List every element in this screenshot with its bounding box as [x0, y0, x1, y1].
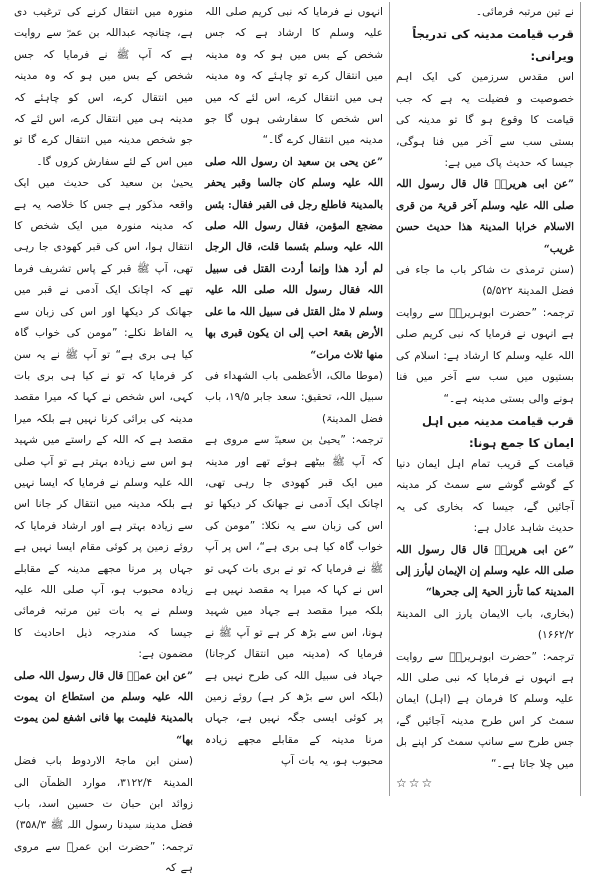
column-right: [8, 2, 199, 875]
paragraph: قیامت کے قریب تمام اہل ایمان دنیا کے گوشے گوشے سے سمٹ کر مدینہ آجائیں گے، جیسا کہ بخاری کی یہ حدیث شاہد عادل ہے:: [396, 457, 574, 535]
paragraph: نے تین مرتبہ فرمائی۔: [475, 6, 574, 18]
column-left: [390, 2, 581, 796]
section-heading: قرب قیامت مدینہ میں اہل ایمان کا جمع ہونا:: [422, 413, 574, 450]
column-middle: [199, 2, 390, 796]
translation: ترجمہ: ”حضرت ابوہریرہؓ سے روایت ہے انہوں نے فرمایا کہ نبی صلی اللہ علیہ وسلم کا فرمان ہے (اہل) ایمان سمٹ کر اس طرح مدینہ آجائیں گے، جس طرح سے سانپ سمٹ کر اپنے بل میں چلا جاتا ہے۔“: [396, 650, 574, 770]
reference: (سنن ترمذی ت شاکر باب ما جاء فی فضل المدینۃ ۵/۵۲۲): [396, 264, 574, 298]
translation: ترجمہ: ”یحییٰ بن سعیدؓ سے مروی ہے کہ آپ ﷺ بیٹھے ہوئے تھے اور مدینہ میں ایک قبر کھودی جا رہی تھی، اچانک ایک آدمی نے جھانک کر دیکھا تو اس کی زبان سے یہ نکلا: ”مومن کی خواب گاہ کیا ہی بری ہے“، اس پر آپ ﷺ نے فرمایا کہ تو نے بری بات کہی تو اس نے کہا کہ میرا یہ مقصد نہیں ہے بلکہ میرا مقصد ہے جہاد میں شہید ہونا، اس سے بڑھ کر ہے تو آپ ﷺ نے فرمایا کہ (مدینہ میں انتقال کرجانا) جہاد فی سبیل اللہ کی طرح نہیں ہے (بلکہ اس سے بڑھ کر ہے) روئے زمین پر کوئی ایسی جگہ نہیں ہے، جہاں مرنا مدینہ کے مقابلے مجھے زیادہ محبوب ہو، یہ بات آپ: [205, 434, 383, 768]
hadith-arabic: ”عن ابی ھریرۃؓ قال قال رسول اللہ صلی اللہ علیہ وسلم آخر قریۃ من قری الاسلام خرابا المدینۃ ھذا حدیث حسن غریب“: [396, 178, 574, 255]
reference: (بخاری، باب الایمان یارز الی المدینۃ ۱۶۶۲/۲): [396, 607, 574, 642]
paragraph: منورہ میں انتقال کرنے کی ترغیب دی ہے، چنانچہ عبداللہ بن عمرؓ سے روایت ہے کہ آپ ﷺ نے فرمایا کہ جس شخص کے بس میں ہو کہ وہ مدینہ میں انتقال کرے، اس کو چاہئے کہ مدینہ ہی میں انتقال کرے، اس لئے کہ جو شخص مدینہ میں انتقال کرے گا تو میں اس کے لئے سفارش کروں گا۔: [14, 6, 193, 168]
translation: ترجمہ: ”حضرت ابوہریرہؓ سے روایت ہے انہوں نے فرمایا کہ نبی کریم صلی اللہ علیہ وسلم کا ارشاد ہے: اسلام کی بستیوں میں سب سے آخر میں فنا ہونے والی بستی مدینہ ہے۔“: [396, 306, 574, 405]
hadith-arabic: ”عن ابن عمرؓ قال قال رسول اللہ صلی اللہ علیہ وسلم من استطاع ان یموت بالمدینۃ فلیمت بھا فانی اشفع لمن یموت بھا“: [14, 669, 193, 746]
reference: (سنن ابن ماجۃ الاردوط باب فضل المدینۃ ۳۱۲۲/۴، موارد الظمآن الی زوائد ابن حبان ت حسین اسد، باب فضل مدینۃ سیدنا رسول اللہ ﷺ ۳۵۸/۳): [14, 755, 193, 832]
page: [8, 2, 582, 875]
paragraph: یحییٰ بن سعید کی حدیث میں ایک واقعہ مذکور ہے جس کا خلاصہ یہ ہے کہ مدینہ منورہ میں ایک شخص کا انتقال ہوا، اس کی قبر کھودی جا رہی تھی، آپ ﷺ قبر کے پاس تشریف فرما تھے کہ اچانک ایک آدمی نے قبر میں جھانک کر دیکھا اور اس کی زبان سے یہ الفاظ نکلے: ”مومن کی خواب گاہ کیا ہی بری ہے“ تو آپ ﷺ نے یہ سن کر فرمایا کہ تو نے کیا ہی بری بات کہی، اس شخص نے کہا کہ میرا مقصد مدینہ کی برائی کرنا نہیں ہے بلکہ میرا مقصد ہے کہ اللہ کے راستے میں شہید ہو اس سے زیادہ بہتر ہے تو آپ صلی اللہ علیہ وسلم نے فرمایا کہ ایسا نہیں ہے بلکہ مدینہ میں انتقال کر جانا اس سے زیادہ بہتر ہے اور ارشاد فرمایا کہ روئے زمین پر کوئی مقام ایسا نہیں ہے جہاں پر مرنا مجھے مدینہ کے مقابلے زیادہ محبوب ہو، آپ صلی اللہ علیہ وسلم نے یہ بات تین مرتبہ فرمائی جیسا کہ مندرجہ ذیل احادیث کا مضمون ہے:: [14, 177, 193, 661]
reference: (موطا مالک، الأعظمی باب الشھداء فی سبیل اللہ، تحقیق: سعد جابر ۱۹/۵، باب فضل المدینۃ): [205, 369, 383, 425]
paragraph: انہوں نے فرمایا کہ نبی کریم صلی اللہ علیہ وسلم کا ارشاد ہے کہ جس شخص کے بس میں ہو کہ وہ مدینہ میں انتقال کرے تو چاہئے کہ وہ مدینہ ہی میں انتقال کرے، اس لئے کہ میں اس شخص کا سفارشی ہوں گا جو مدینہ میں انتقال کرے گا۔“: [205, 6, 383, 147]
paragraph: اس مقدس سرزمین کی ایک اہم خصوصیت و فضیلت یہ ہے کہ جب قیامت کا وقوع ہو گا تو مدینہ کی بستی سب سے آخر میں فنا ہوگی، جیسا کہ حدیث پاک میں ہے:: [396, 71, 574, 170]
hadith-arabic: ”عن یحی بن سعید ان رسول اللہ صلی اللہ علیہ وسلم کان جالسا وقبر یحفر بالمدینۃ فاطلع رجل فی القبر فقال: بئس مضجع المؤمن، فقال رسول اللہ صلی اللہ علیہ وسلم بئسما قلت، قال الرجل لم أرد ھذا وإنما أردت القتل فی سبیل اللہ فقال رسول اللہ صلی اللہ علیہ وسلم لا مثل القتل فی سبیل اللہ ما علی الأرض بقعۃ احب إلی ان یکون قبری بھا منھا ثلاث مرات“: [205, 155, 383, 361]
end-stars: ☆☆☆: [396, 776, 435, 790]
translation: ترجمہ: ”حضرت ابن عمرؓ سے مروی ہے کہ: [14, 840, 193, 875]
section-heading: قرب قیامت مدینہ کی تدریجاً ویرانی:: [412, 27, 574, 64]
hadith-arabic: ”عن ابی ھریرۃؓ قال قال رسول اللہ صلی اللہ علیہ وسلم إن الإیمان لیأرز إلی المدینۃ کما تأرز الحیۃ إلی جحرھا“: [395, 543, 574, 599]
